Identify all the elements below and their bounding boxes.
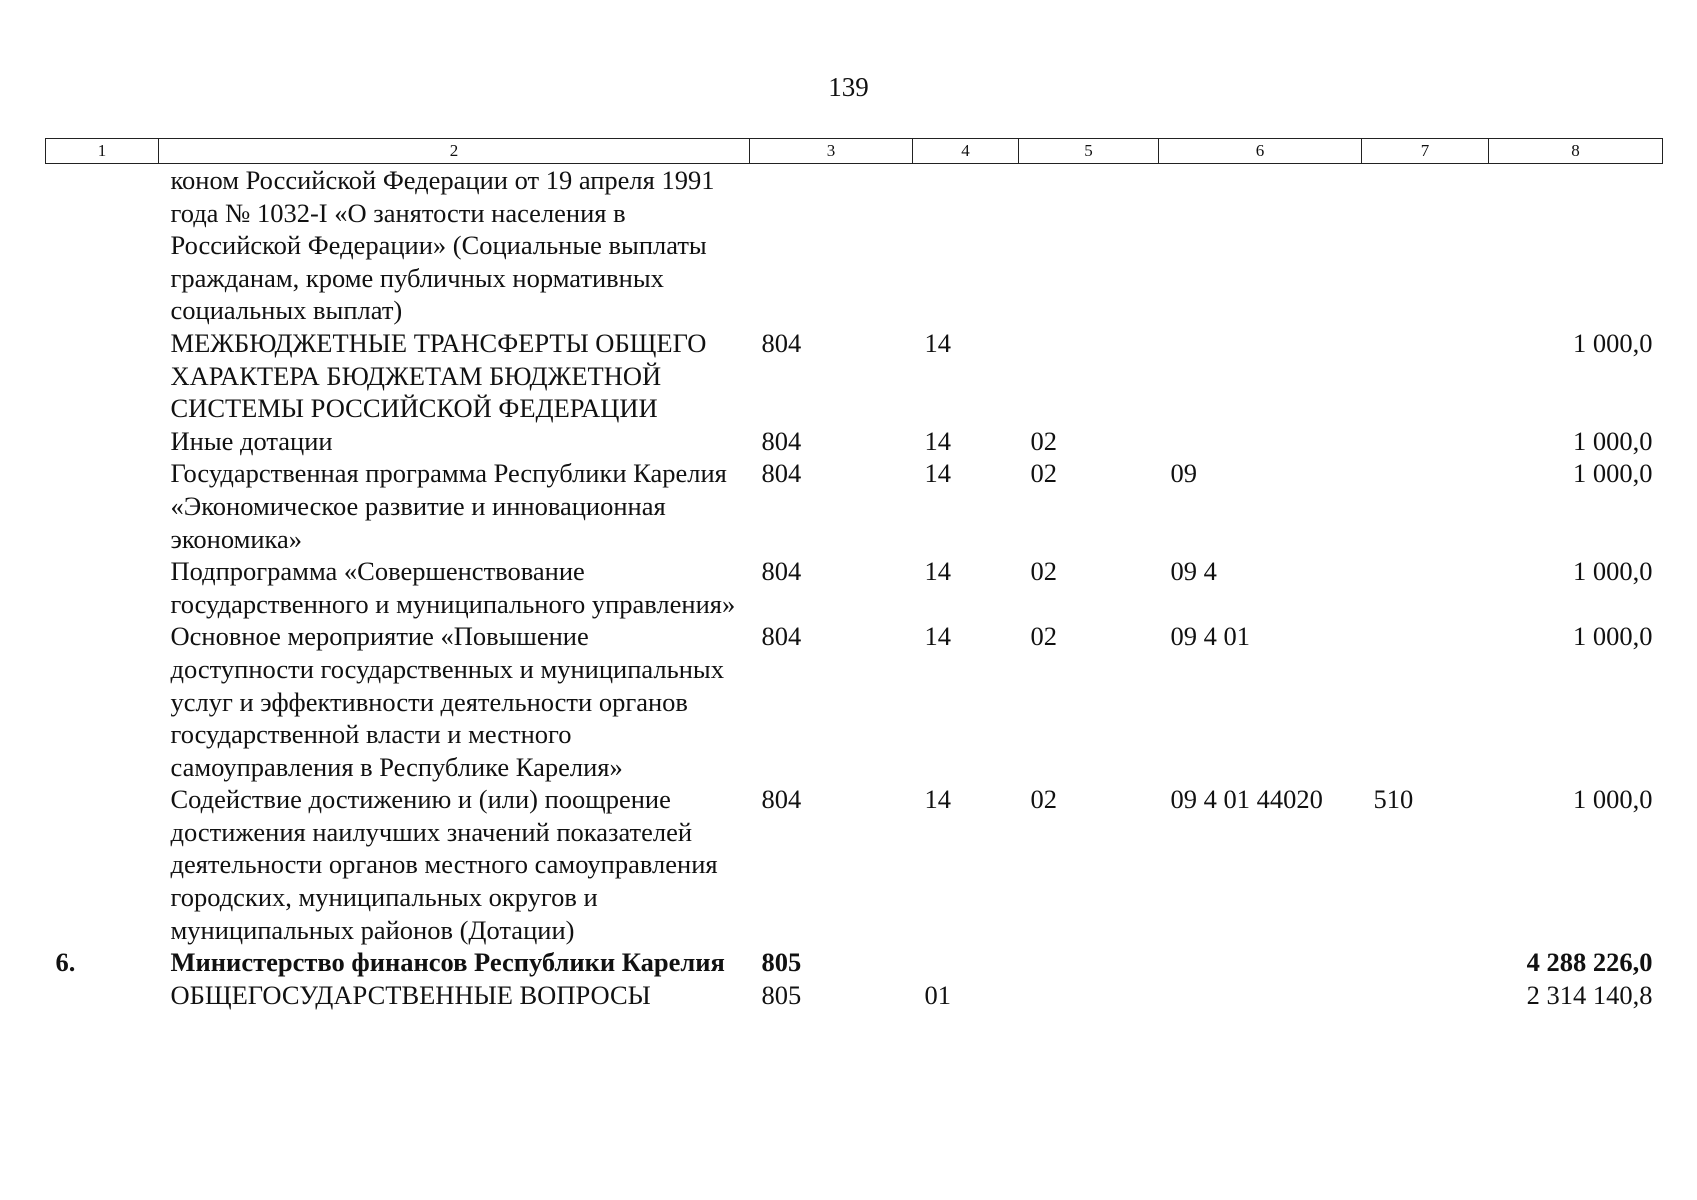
expense-type-code-cell — [1362, 457, 1489, 555]
item-name-cell: МЕЖБЮДЖЕТНЫЕ ТРАНСФЕРТЫ ОБЩЕГО ХАРАКТЕРА БЮДЖЕТАМ БЮДЖЕТНОЙ СИСТЕМЫ РОССИЙСКОЙ ФЕДЕРАЦИИ — [170, 327, 707, 424]
header-cell-1: 1 — [46, 139, 159, 164]
section-code-cell: 01 — [924, 979, 951, 1010]
table-row — [46, 979, 1663, 1012]
subsection-code-cell: 02 — [1030, 556, 1057, 587]
admin-code-cell: 804 — [761, 556, 802, 587]
amount-cell: 1 000,0 — [1573, 784, 1653, 815]
item-name-cell: ОБЩЕГОСУДАРСТВЕННЫЕ ВОПРОСЫ — [170, 979, 651, 1010]
amount-cell: 2 314 140,8 — [1526, 979, 1653, 1010]
target-article-code-cell — [1159, 164, 1362, 327]
item-name-cell: Основное мероприятие «Повышение доступности государственных и муниципальных услуг и эффективности деятельности органов государственной власти и местного самоуправления в Республике Карелия» — [170, 621, 724, 782]
header-cell-4: 4 — [913, 139, 1019, 164]
expense-type-code-cell — [1362, 327, 1489, 425]
subsection-code-cell: 02 — [1030, 458, 1057, 489]
table-row — [46, 164, 1663, 327]
target-article-code-cell — [1159, 979, 1362, 1012]
admin-code-cell: 804 — [761, 784, 802, 815]
item-name-cell: Министерство финансов Республики Карелия — [170, 947, 725, 978]
expense-type-code-cell — [1362, 555, 1489, 620]
row-number-cell — [46, 620, 159, 783]
item-name-cell: Подпрограмма «Совершенствование государственного и муниципального управления» — [170, 556, 736, 619]
expense-type-code-cell: 510 — [1373, 784, 1414, 815]
item-name-cell: Государственная программа Республики Карелия «Экономическое развитие и инновационная экономика» — [170, 458, 727, 554]
item-name-cell: Иные дотации — [170, 425, 333, 456]
section-code-cell: 14 — [924, 784, 951, 815]
expense-type-code-cell — [1362, 164, 1489, 327]
row-number-cell: 6. — [55, 947, 76, 978]
row-number-cell — [46, 979, 159, 1012]
table-body — [46, 164, 1663, 1012]
header-cell-7: 7 — [1362, 139, 1489, 164]
section-code-cell: 14 — [924, 327, 951, 358]
target-article-code-cell: 09 4 01 44020 — [1170, 784, 1323, 815]
amount-cell: 1 000,0 — [1573, 327, 1653, 358]
section-code-cell — [913, 946, 1019, 979]
target-article-code-cell: 09 — [1170, 458, 1197, 489]
row-number-cell — [46, 457, 159, 555]
header-cell-6: 6 — [1159, 139, 1362, 164]
expense-type-code-cell — [1362, 979, 1489, 1012]
target-article-code-cell — [1159, 425, 1362, 458]
table-row — [46, 946, 1663, 979]
target-article-code-cell: 09 4 — [1170, 556, 1217, 587]
admin-code-cell — [750, 164, 913, 327]
table-row — [46, 327, 1663, 425]
subsection-code-cell — [1019, 979, 1159, 1012]
header-row — [46, 139, 1663, 164]
subsection-code-cell: 02 — [1030, 621, 1057, 652]
target-article-code-cell — [1159, 327, 1362, 425]
section-code-cell: 14 — [924, 621, 951, 652]
subsection-code-cell — [1019, 946, 1159, 979]
amount-cell: 1 000,0 — [1573, 621, 1653, 652]
header-cell-8: 8 — [1489, 139, 1663, 164]
admin-code-cell: 804 — [761, 425, 802, 456]
admin-code-cell: 804 — [761, 458, 802, 489]
amount-cell: 1 000,0 — [1573, 458, 1653, 489]
target-article-code-cell — [1159, 946, 1362, 979]
subsection-code-cell — [1019, 327, 1159, 425]
table-row — [46, 457, 1663, 555]
subsection-code-cell: 02 — [1030, 425, 1057, 456]
section-code-cell — [913, 164, 1019, 327]
table-header — [46, 139, 1663, 164]
table-row — [46, 620, 1663, 783]
item-name-cell: коном Российской Федерации от 19 апреля 1991 года № 1032-I «О занятости населения в Российской Федерации» (Социальные выплаты гражданам, кроме публичных нормативных социальных выплат) — [170, 165, 715, 326]
expense-type-code-cell — [1362, 946, 1489, 979]
subsection-code-cell — [1019, 164, 1159, 327]
header-cell-5: 5 — [1019, 139, 1159, 164]
row-number-cell — [46, 555, 159, 620]
row-number-cell — [46, 783, 159, 946]
section-code-cell: 14 — [924, 458, 951, 489]
amount-cell: 1 000,0 — [1573, 425, 1653, 456]
row-number-cell — [46, 425, 159, 458]
target-article-code-cell: 09 4 01 — [1170, 621, 1250, 652]
page-number: 139 — [828, 72, 869, 102]
budget-table — [45, 138, 1663, 1011]
budget-table-container — [45, 138, 1662, 1011]
expense-type-code-cell — [1362, 425, 1489, 458]
header-cell-3: 3 — [750, 139, 913, 164]
item-name-cell: Содействие достижению и (или) поощрение достижения наилучших значений показателей деятельности органов местного самоуправления городских, муниципальных округов и муниципальных районов (Дотации) — [170, 784, 718, 945]
row-number-cell — [46, 327, 159, 425]
amount-cell — [1489, 164, 1663, 327]
table-row — [46, 555, 1663, 620]
row-number-cell — [46, 164, 159, 327]
table-row — [46, 425, 1663, 458]
section-code-cell: 14 — [924, 425, 951, 456]
admin-code-cell: 804 — [761, 621, 802, 652]
admin-code-cell: 804 — [761, 327, 802, 358]
amount-cell: 1 000,0 — [1573, 556, 1653, 587]
subsection-code-cell: 02 — [1030, 784, 1057, 815]
header-cell-2: 2 — [159, 139, 750, 164]
expense-type-code-cell — [1362, 620, 1489, 783]
amount-cell: 4 288 226,0 — [1526, 947, 1653, 978]
admin-code-cell: 805 — [761, 979, 802, 1010]
admin-code-cell: 805 — [761, 947, 802, 978]
table-row — [46, 783, 1663, 946]
section-code-cell: 14 — [924, 556, 951, 587]
